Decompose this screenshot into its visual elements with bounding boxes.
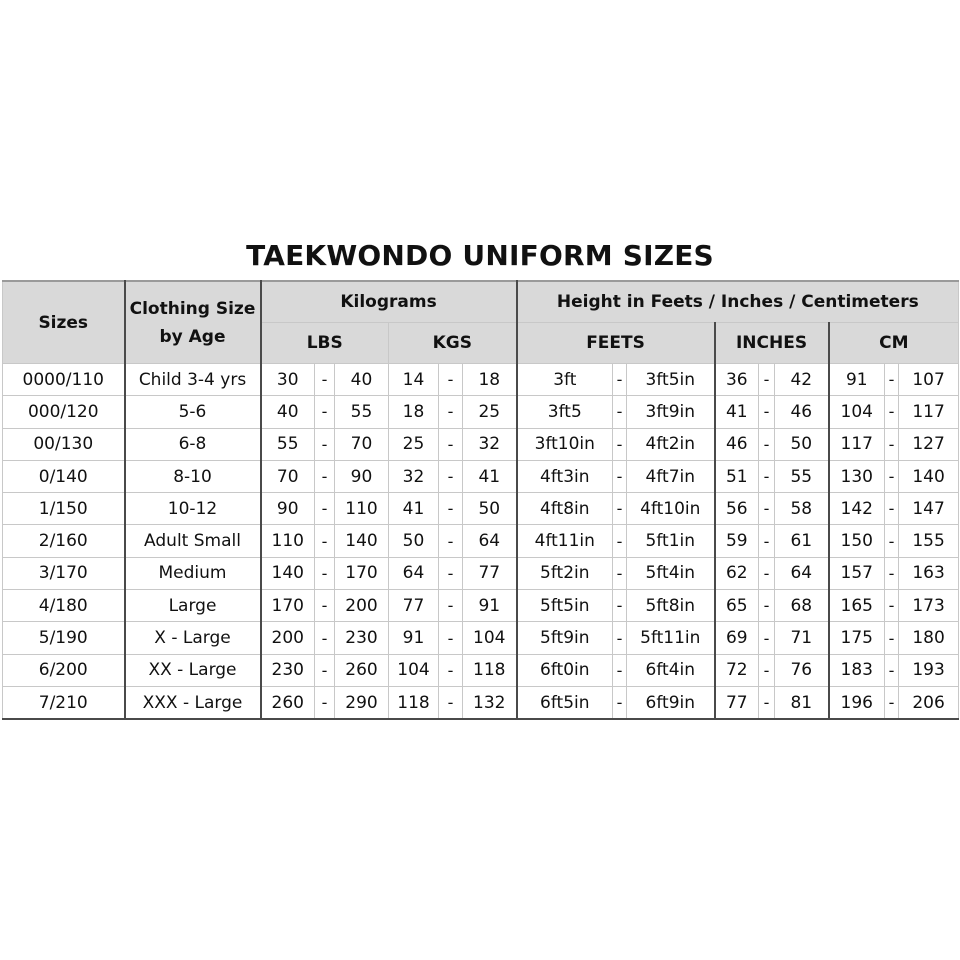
dash-cell: - [439, 493, 463, 525]
dash-cell: - [315, 654, 335, 686]
size-cell: 0/140 [3, 460, 125, 492]
kgs-max-cell: 41 [463, 460, 517, 492]
age-cell: Medium [125, 557, 261, 589]
age-cell: Large [125, 590, 261, 622]
lbs-min-cell: 55 [261, 428, 315, 460]
cm-max-cell: 147 [899, 493, 959, 525]
lbs-min-cell: 40 [261, 396, 315, 428]
kgs-max-cell: 25 [463, 396, 517, 428]
size-cell: 5/190 [3, 622, 125, 654]
kgs-min-cell: 32 [389, 460, 439, 492]
dash-cell: - [759, 654, 775, 686]
feet-max-cell: 6ft4in [627, 654, 715, 686]
cm-min-cell: 175 [829, 622, 885, 654]
dash-cell: - [759, 364, 775, 396]
table-row [3, 493, 959, 525]
kgs-min-cell: 104 [389, 654, 439, 686]
lbs-max-cell: 170 [335, 557, 389, 589]
dash-cell: - [613, 525, 627, 557]
lbs-max-cell: 200 [335, 590, 389, 622]
table-row [3, 590, 959, 622]
lbs-max-cell: 110 [335, 493, 389, 525]
inches-max-cell: 55 [775, 460, 829, 492]
dash-cell: - [885, 364, 899, 396]
dash-cell: - [613, 396, 627, 428]
inches-max-cell: 71 [775, 622, 829, 654]
dash-cell: - [315, 557, 335, 589]
feet-min-cell: 4ft8in [517, 493, 613, 525]
inches-min-cell: 51 [715, 460, 759, 492]
age-cell: XX - Large [125, 654, 261, 686]
header-lbs: LBS [261, 323, 389, 364]
dash-cell: - [885, 460, 899, 492]
age-cell: Adult Small [125, 525, 261, 557]
inches-max-cell: 64 [775, 557, 829, 589]
inches-min-cell: 41 [715, 396, 759, 428]
inches-max-cell: 58 [775, 493, 829, 525]
dash-cell: - [759, 557, 775, 589]
dash-cell: - [315, 428, 335, 460]
inches-max-cell: 50 [775, 428, 829, 460]
cm-max-cell: 155 [899, 525, 959, 557]
lbs-min-cell: 90 [261, 493, 315, 525]
lbs-max-cell: 230 [335, 622, 389, 654]
age-cell: XXX - Large [125, 686, 261, 719]
dash-cell: - [439, 622, 463, 654]
feet-max-cell: 4ft7in [627, 460, 715, 492]
inches-max-cell: 42 [775, 364, 829, 396]
dash-cell: - [315, 460, 335, 492]
table-row [3, 364, 959, 396]
header-clothing-line2: by Age [159, 326, 226, 347]
dash-cell: - [759, 590, 775, 622]
cm-min-cell: 104 [829, 396, 885, 428]
cm-max-cell: 140 [899, 460, 959, 492]
age-cell: 10-12 [125, 493, 261, 525]
inches-max-cell: 68 [775, 590, 829, 622]
header-sizes: Sizes [3, 281, 125, 364]
dash-cell: - [613, 590, 627, 622]
dash-cell: - [315, 493, 335, 525]
kgs-min-cell: 14 [389, 364, 439, 396]
table-row [3, 557, 959, 589]
inches-max-cell: 46 [775, 396, 829, 428]
dash-cell: - [315, 396, 335, 428]
lbs-min-cell: 170 [261, 590, 315, 622]
header-kgs: KGS [389, 323, 517, 364]
header-height: Height in Feets / Inches / Centimeters [517, 281, 959, 323]
header-row-top [3, 281, 959, 323]
lbs-min-cell: 230 [261, 654, 315, 686]
kgs-max-cell: 64 [463, 525, 517, 557]
inches-min-cell: 59 [715, 525, 759, 557]
dash-cell: - [759, 460, 775, 492]
dash-cell: - [613, 428, 627, 460]
dash-cell: - [439, 590, 463, 622]
kgs-max-cell: 32 [463, 428, 517, 460]
dash-cell: - [439, 460, 463, 492]
lbs-max-cell: 55 [335, 396, 389, 428]
inches-min-cell: 62 [715, 557, 759, 589]
size-cell: 000/120 [3, 396, 125, 428]
cm-min-cell: 130 [829, 460, 885, 492]
cm-max-cell: 173 [899, 590, 959, 622]
cm-max-cell: 127 [899, 428, 959, 460]
table-row [3, 686, 959, 719]
age-cell: 6-8 [125, 428, 261, 460]
dash-cell: - [315, 686, 335, 719]
kgs-min-cell: 18 [389, 396, 439, 428]
dash-cell: - [759, 396, 775, 428]
inches-min-cell: 36 [715, 364, 759, 396]
dash-cell: - [613, 557, 627, 589]
inches-min-cell: 65 [715, 590, 759, 622]
lbs-min-cell: 260 [261, 686, 315, 719]
kgs-min-cell: 118 [389, 686, 439, 719]
inches-max-cell: 61 [775, 525, 829, 557]
feet-min-cell: 3ft [517, 364, 613, 396]
dash-cell: - [759, 622, 775, 654]
dash-cell: - [613, 686, 627, 719]
age-cell: X - Large [125, 622, 261, 654]
cm-max-cell: 117 [899, 396, 959, 428]
dash-cell: - [439, 428, 463, 460]
dash-cell: - [613, 460, 627, 492]
dash-cell: - [759, 428, 775, 460]
dash-cell: - [885, 493, 899, 525]
table-row [3, 460, 959, 492]
inches-min-cell: 56 [715, 493, 759, 525]
kgs-min-cell: 64 [389, 557, 439, 589]
size-cell: 4/180 [3, 590, 125, 622]
inches-min-cell: 72 [715, 654, 759, 686]
inches-min-cell: 77 [715, 686, 759, 719]
lbs-max-cell: 70 [335, 428, 389, 460]
dash-cell: - [885, 525, 899, 557]
dash-cell: - [439, 654, 463, 686]
table-row [3, 428, 959, 460]
lbs-min-cell: 30 [261, 364, 315, 396]
kgs-min-cell: 77 [389, 590, 439, 622]
feet-min-cell: 5ft2in [517, 557, 613, 589]
size-cell: 00/130 [3, 428, 125, 460]
dash-cell: - [759, 686, 775, 719]
feet-min-cell: 4ft3in [517, 460, 613, 492]
cm-max-cell: 107 [899, 364, 959, 396]
cm-max-cell: 206 [899, 686, 959, 719]
feet-min-cell: 3ft10in [517, 428, 613, 460]
inches-max-cell: 76 [775, 654, 829, 686]
dash-cell: - [885, 622, 899, 654]
kgs-min-cell: 25 [389, 428, 439, 460]
feet-max-cell: 5ft4in [627, 557, 715, 589]
feet-min-cell: 6ft5in [517, 686, 613, 719]
cm-min-cell: 165 [829, 590, 885, 622]
dash-cell: - [613, 654, 627, 686]
feet-max-cell: 3ft5in [627, 364, 715, 396]
cm-min-cell: 157 [829, 557, 885, 589]
feet-min-cell: 5ft9in [517, 622, 613, 654]
table-row [3, 654, 959, 686]
cm-min-cell: 142 [829, 493, 885, 525]
header-cm: CM [829, 323, 959, 364]
cm-min-cell: 91 [829, 364, 885, 396]
feet-max-cell: 5ft8in [627, 590, 715, 622]
dash-cell: - [759, 493, 775, 525]
dash-cell: - [613, 364, 627, 396]
cm-max-cell: 163 [899, 557, 959, 589]
table-row [3, 525, 959, 557]
size-cell: 7/210 [3, 686, 125, 719]
age-cell: 8-10 [125, 460, 261, 492]
size-rows [3, 364, 959, 720]
table-row [3, 396, 959, 428]
dash-cell: - [885, 428, 899, 460]
dash-cell: - [885, 654, 899, 686]
dash-cell: - [885, 557, 899, 589]
dash-cell: - [439, 686, 463, 719]
age-cell: 5-6 [125, 396, 261, 428]
cm-min-cell: 150 [829, 525, 885, 557]
table-row [3, 622, 959, 654]
kgs-min-cell: 50 [389, 525, 439, 557]
feet-max-cell: 5ft11in [627, 622, 715, 654]
dash-cell: - [613, 622, 627, 654]
kgs-max-cell: 91 [463, 590, 517, 622]
header-clothing-size [125, 281, 261, 364]
header-inches: INCHES [715, 323, 829, 364]
kgs-max-cell: 77 [463, 557, 517, 589]
cm-max-cell: 180 [899, 622, 959, 654]
kgs-min-cell: 91 [389, 622, 439, 654]
size-cell: 2/160 [3, 525, 125, 557]
inches-max-cell: 81 [775, 686, 829, 719]
inches-min-cell: 69 [715, 622, 759, 654]
feet-max-cell: 6ft9in [627, 686, 715, 719]
cm-min-cell: 117 [829, 428, 885, 460]
lbs-max-cell: 140 [335, 525, 389, 557]
size-chart-table [2, 280, 959, 720]
chart-title: TAEKWONDO UNIFORM SIZES [246, 239, 714, 272]
dash-cell: - [759, 525, 775, 557]
dash-cell: - [315, 525, 335, 557]
header-feets: FEETS [517, 323, 715, 364]
feet-max-cell: 4ft10in [627, 493, 715, 525]
dash-cell: - [885, 396, 899, 428]
dash-cell: - [315, 622, 335, 654]
dash-cell: - [439, 396, 463, 428]
size-cell: 6/200 [3, 654, 125, 686]
kgs-max-cell: 50 [463, 493, 517, 525]
dash-cell: - [315, 364, 335, 396]
cm-min-cell: 196 [829, 686, 885, 719]
kgs-min-cell: 41 [389, 493, 439, 525]
feet-max-cell: 4ft2in [627, 428, 715, 460]
lbs-max-cell: 90 [335, 460, 389, 492]
header-kilograms: Kilograms [261, 281, 517, 323]
lbs-max-cell: 40 [335, 364, 389, 396]
dash-cell: - [315, 590, 335, 622]
dash-cell: - [885, 590, 899, 622]
lbs-min-cell: 140 [261, 557, 315, 589]
size-cell: 0000/110 [3, 364, 125, 396]
dash-cell: - [885, 686, 899, 719]
feet-min-cell: 3ft5 [517, 396, 613, 428]
feet-min-cell: 6ft0in [517, 654, 613, 686]
dash-cell: - [613, 493, 627, 525]
inches-min-cell: 46 [715, 428, 759, 460]
lbs-min-cell: 110 [261, 525, 315, 557]
size-cell: 3/170 [3, 557, 125, 589]
feet-max-cell: 5ft1in [627, 525, 715, 557]
kgs-max-cell: 104 [463, 622, 517, 654]
dash-cell: - [439, 364, 463, 396]
lbs-max-cell: 290 [335, 686, 389, 719]
feet-max-cell: 3ft9in [627, 396, 715, 428]
kgs-max-cell: 132 [463, 686, 517, 719]
cm-min-cell: 183 [829, 654, 885, 686]
kgs-max-cell: 118 [463, 654, 517, 686]
age-cell: Child 3-4 yrs [125, 364, 261, 396]
dash-cell: - [439, 557, 463, 589]
dash-cell: - [439, 525, 463, 557]
lbs-min-cell: 70 [261, 460, 315, 492]
cm-max-cell: 193 [899, 654, 959, 686]
feet-min-cell: 4ft11in [517, 525, 613, 557]
header-clothing-line1: Clothing Size [129, 298, 256, 319]
size-cell: 1/150 [3, 493, 125, 525]
kgs-max-cell: 18 [463, 364, 517, 396]
lbs-max-cell: 260 [335, 654, 389, 686]
lbs-min-cell: 200 [261, 622, 315, 654]
feet-min-cell: 5ft5in [517, 590, 613, 622]
